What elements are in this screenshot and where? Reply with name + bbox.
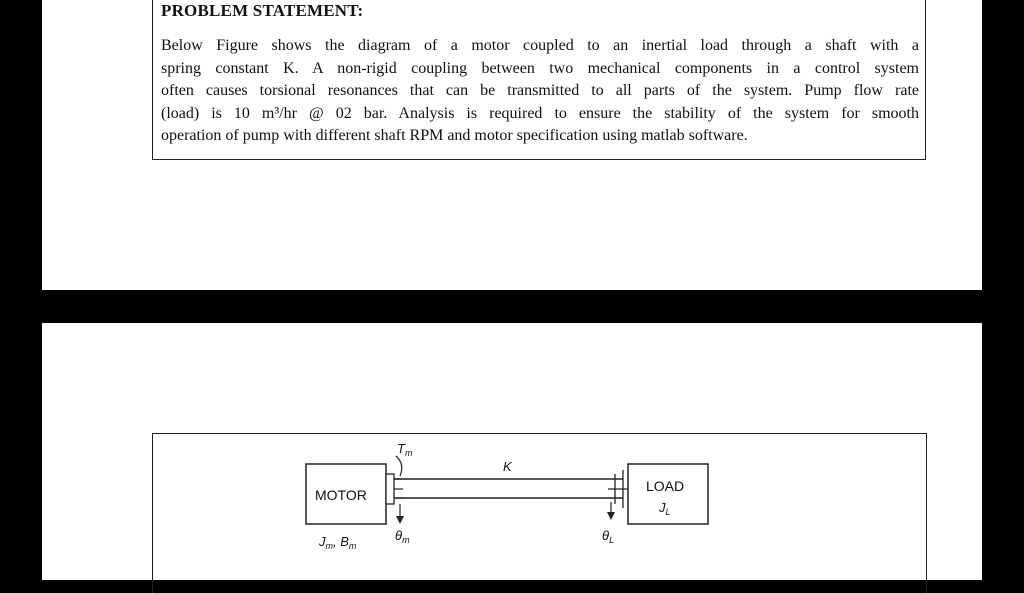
figure-box [152,433,927,593]
load-inertia-symbol: J [659,500,666,515]
problem-line: spring constant K. A non-rigid coupling between two mechanical components in a control system [161,59,919,77]
theta-l-subscript: L [609,535,615,545]
torque-label [397,441,413,458]
spring-constant-label: K [503,459,512,474]
motor-damping-subscript: m [348,541,357,551]
theta-m-arrowhead [396,516,404,524]
theta-m-symbol: θ [395,528,403,543]
problem-statement-body [161,35,919,148]
motor-inertia-subscript: m [325,541,333,551]
problem-statement-title: PROBLEM STATEMENT: [161,1,364,20]
motor-params-label [318,534,357,551]
torque-subscript: m [404,448,413,458]
document-page-top [42,0,982,290]
motor-hub [386,474,394,504]
theta-l-symbol: θ [602,528,610,543]
problem-statement-box [152,0,926,160]
motor-label: MOTOR [315,487,367,503]
theta-l-arrowhead [607,512,615,520]
problem-line: operation of pump with different shaft RPM and motor specification using matlab software. [161,127,748,144]
motor-damping-symbol: , B [333,534,349,549]
torque-symbol: T [397,441,405,456]
load-inertia-subscript: L [665,507,671,517]
document-page-bottom [42,323,982,580]
torque-arrow [396,456,402,476]
theta-l-label [602,528,614,545]
theta-m-subscript: m [402,535,410,545]
problem-line: often causes torsional resonances that can be transmitted to all parts of the system. Pump flow rate [161,82,919,99]
motor-inertia-symbol: J [319,534,326,549]
theta-m-label [395,528,410,545]
problem-line: (load) is 10 m³/hr @ 02 bar. Analysis is required to ensure the stability of the system for smooth [161,104,919,122]
problem-line: Below Figure shows the diagram of a motor coupled to an inertial load through a shaft with a [161,37,919,54]
motor-load-diagram [153,434,928,584]
load-label: LOAD [646,478,685,494]
